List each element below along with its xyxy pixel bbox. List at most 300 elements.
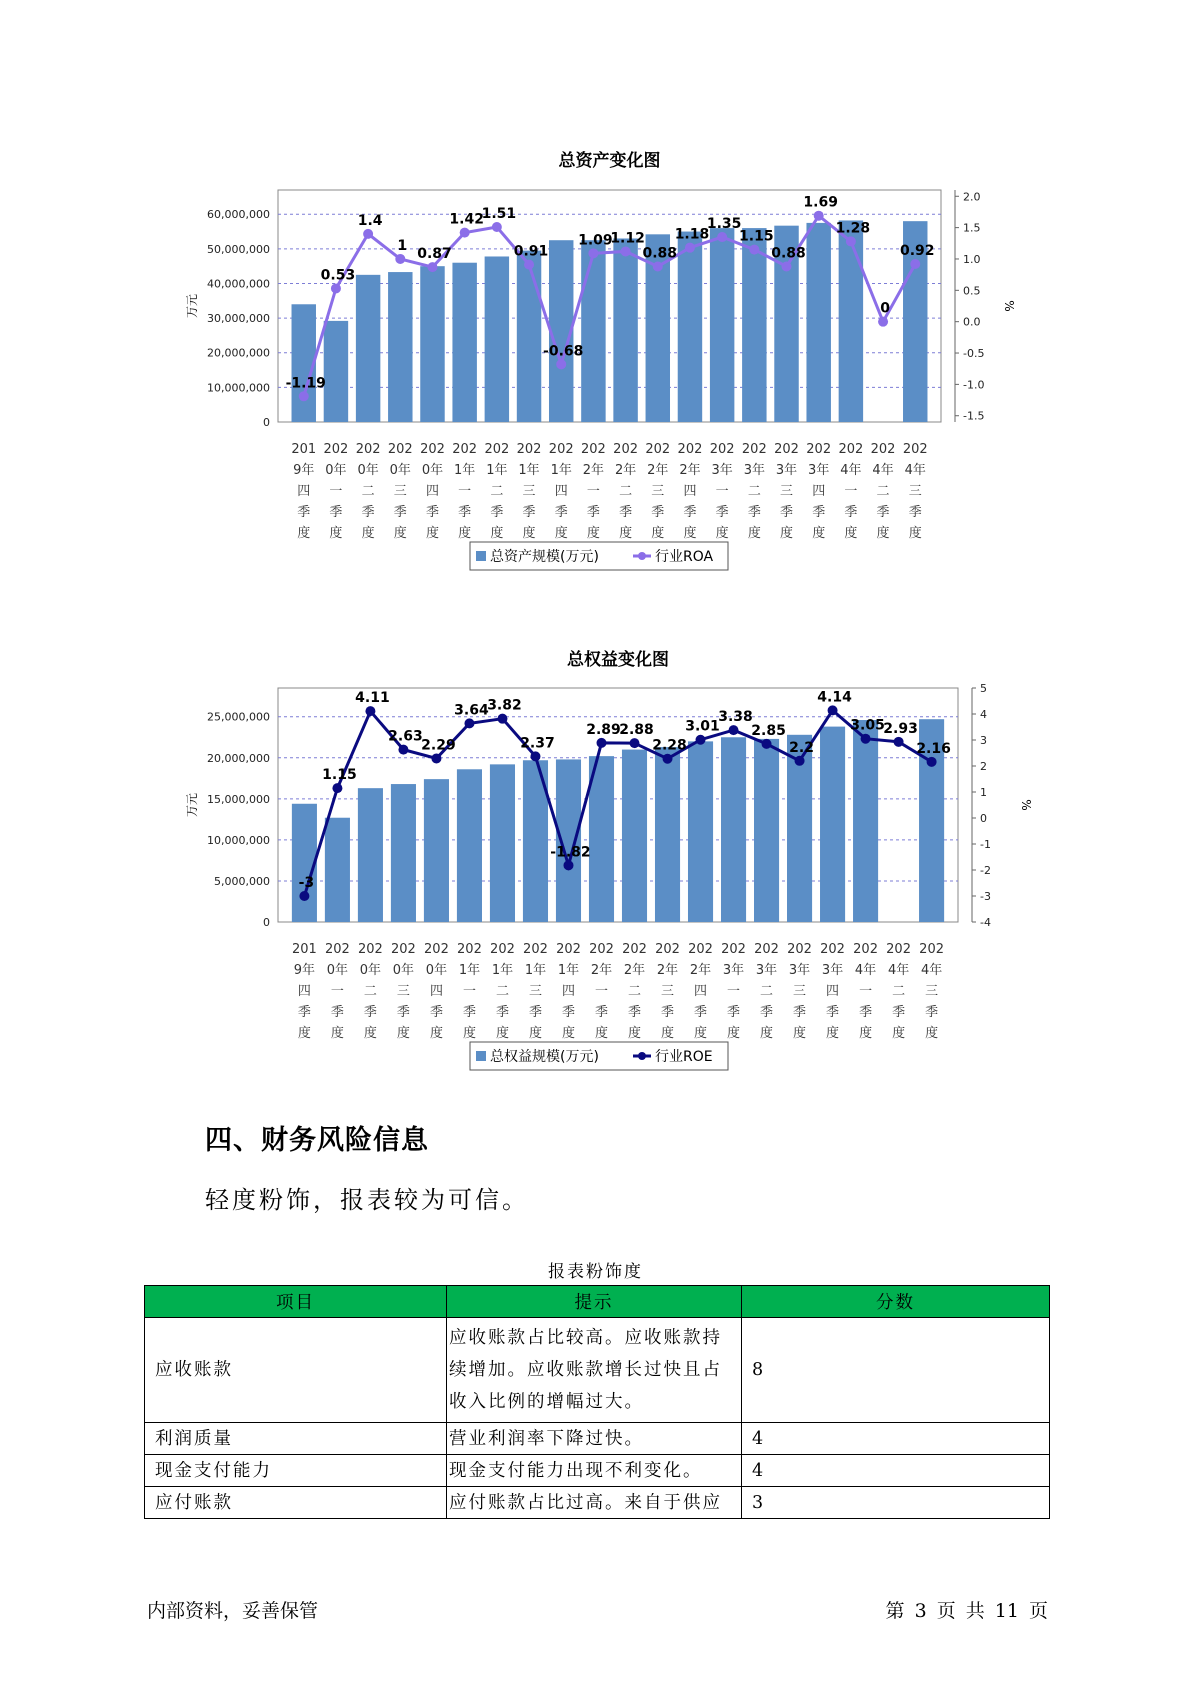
line-point bbox=[460, 228, 470, 238]
x-tick-label: 季 bbox=[760, 1005, 774, 1020]
x-tick-label: 3年 bbox=[711, 463, 733, 478]
x-tick-label: 度 bbox=[528, 1026, 542, 1041]
bar bbox=[613, 238, 637, 422]
y-tick-label: 40,000,000 bbox=[207, 277, 270, 291]
data-label: 2.16 bbox=[916, 740, 951, 757]
x-tick-label: 202 bbox=[919, 942, 945, 957]
line-point bbox=[331, 283, 341, 293]
table-header-row bbox=[145, 1286, 1050, 1318]
x-tick-label: 度 bbox=[522, 526, 536, 541]
x-tick-label: 四 bbox=[683, 484, 697, 499]
x-tick-label: 0年 bbox=[359, 963, 382, 978]
x-tick-label: 202 bbox=[622, 942, 647, 957]
line-point bbox=[363, 229, 373, 239]
row-hint: 营业利润率下降过快。 bbox=[447, 1423, 742, 1455]
x-tick-label: 202 bbox=[484, 442, 510, 457]
x-tick-label: 度 bbox=[826, 1026, 840, 1041]
line-point bbox=[464, 718, 474, 728]
bar bbox=[420, 266, 444, 422]
x-tick-label: 2年 bbox=[623, 963, 646, 978]
table-row bbox=[145, 1455, 1050, 1487]
x-tick-label: 季 bbox=[561, 1005, 575, 1020]
data-label: 3.64 bbox=[454, 702, 489, 719]
line-point bbox=[497, 714, 507, 724]
x-tick-label: 4年 bbox=[920, 963, 943, 978]
x-tick-label: 202 bbox=[754, 942, 779, 957]
bar bbox=[490, 764, 515, 922]
legend-swatch-bar bbox=[476, 1051, 486, 1061]
y-tick-label: 20,000,000 bbox=[207, 346, 270, 360]
x-tick-label: 202 bbox=[645, 442, 671, 457]
x-tick-label: 3年 bbox=[788, 963, 811, 978]
data-label: 2.88 bbox=[619, 722, 654, 739]
chart-title: 总权益变化图 bbox=[567, 650, 669, 670]
y2-tick-label: 2 bbox=[980, 760, 987, 773]
x-tick-label: 三 bbox=[522, 484, 536, 499]
x-tick-label: 202 bbox=[556, 942, 581, 957]
x-tick-label: 度 bbox=[892, 1026, 906, 1041]
line-point bbox=[663, 754, 673, 764]
header-hint: 提示 bbox=[447, 1286, 742, 1318]
y2-tick-label: 1.5 bbox=[963, 221, 981, 235]
x-tick-label: 度 bbox=[727, 1026, 741, 1041]
row-item: 利润质量 bbox=[145, 1423, 447, 1455]
chart-title: 总资产变化图 bbox=[558, 151, 661, 171]
x-tick-label: 一 bbox=[715, 484, 729, 499]
x-tick-label: 季 bbox=[490, 505, 504, 520]
line-point bbox=[332, 783, 342, 793]
data-label: 1.69 bbox=[803, 194, 838, 211]
line-point bbox=[395, 254, 405, 264]
x-tick-label: 3年 bbox=[722, 963, 745, 978]
x-tick-label: 一 bbox=[462, 984, 476, 999]
y-axis-label: 万元 bbox=[185, 792, 199, 818]
table-caption: 报表粉饰度 bbox=[548, 1262, 643, 1282]
x-tick-label: 度 bbox=[747, 526, 761, 541]
bar bbox=[655, 747, 680, 922]
data-label: 2.2 bbox=[789, 739, 814, 756]
x-tick-label: 2年 bbox=[614, 463, 637, 478]
x-tick-label: 2年 bbox=[582, 463, 605, 478]
y2-tick-label: 0 bbox=[980, 812, 987, 825]
x-tick-label: 度 bbox=[793, 1026, 807, 1041]
x-tick-label: 0年 bbox=[357, 463, 379, 478]
row-hint: 应收账款占比较高。应收账款持续增加。应收账款增长过快且占收入比例的增幅过大。 bbox=[447, 1318, 742, 1423]
x-tick-label: 202 bbox=[886, 942, 911, 957]
x-tick-label: 9年 bbox=[293, 963, 316, 978]
x-tick-label: 度 bbox=[297, 526, 311, 541]
line-point bbox=[814, 211, 824, 221]
x-tick-label: 1年 bbox=[557, 963, 580, 978]
line-point bbox=[927, 757, 937, 767]
x-tick-label: 202 bbox=[424, 942, 449, 957]
x-tick-label: 一 bbox=[330, 984, 344, 999]
x-tick-label: 度 bbox=[694, 1026, 708, 1041]
x-tick-label: 度 bbox=[760, 1026, 774, 1041]
y2-tick-label: 5 bbox=[980, 682, 987, 695]
data-label: 2.85 bbox=[751, 722, 786, 739]
x-tick-label: 季 bbox=[859, 1005, 873, 1020]
x-tick-label: 季 bbox=[619, 505, 633, 520]
header-score: 分数 bbox=[742, 1286, 1050, 1318]
line-point bbox=[749, 245, 759, 255]
x-tick-label: 9年 bbox=[293, 463, 315, 478]
x-tick-label: 度 bbox=[561, 1026, 575, 1041]
total-equity-chart-svg bbox=[0, 640, 1191, 1095]
data-label: 3.05 bbox=[850, 717, 885, 734]
x-tick-label: 季 bbox=[876, 505, 890, 520]
data-label: 2.37 bbox=[520, 735, 555, 752]
x-tick-label: 季 bbox=[727, 1005, 741, 1020]
x-tick-label: 四 bbox=[826, 984, 840, 999]
row-score: 3 bbox=[742, 1487, 1050, 1519]
data-label: 1 bbox=[397, 237, 408, 254]
x-tick-label: 3年 bbox=[755, 963, 778, 978]
x-tick-label: 度 bbox=[627, 1026, 642, 1041]
data-label: 1.4 bbox=[357, 212, 383, 229]
x-tick-label: 季 bbox=[780, 505, 794, 520]
x-tick-label: 季 bbox=[793, 1005, 807, 1020]
footer-confidential: 内部资料，妥善保管 bbox=[147, 1600, 319, 1622]
line-point bbox=[653, 261, 663, 271]
bar bbox=[452, 263, 476, 422]
risk-table bbox=[144, 1285, 1050, 1519]
legend-label: 总权益规模(万元) bbox=[490, 1049, 599, 1065]
y-tick-label: 20,000,000 bbox=[207, 751, 270, 765]
line-point bbox=[910, 259, 920, 269]
x-tick-label: 度 bbox=[554, 526, 568, 541]
bar bbox=[853, 720, 878, 922]
x-tick-label: 季 bbox=[495, 1005, 509, 1020]
x-tick-label: 季 bbox=[627, 1005, 642, 1020]
x-tick-label: 1年 bbox=[524, 963, 547, 978]
x-tick-label: 202 bbox=[490, 942, 515, 957]
x-tick-label: 202 bbox=[516, 442, 542, 457]
table-row bbox=[145, 1318, 1050, 1423]
x-tick-label: 4年 bbox=[840, 463, 862, 478]
x-tick-label: 度 bbox=[812, 526, 826, 541]
x-tick-label: 202 bbox=[548, 442, 574, 457]
data-label: 3.82 bbox=[487, 697, 522, 714]
x-tick-label: 季 bbox=[297, 505, 311, 520]
x-tick-label: 二 bbox=[490, 484, 504, 499]
line-point bbox=[492, 222, 502, 232]
x-tick-label: 202 bbox=[355, 442, 381, 457]
x-tick-label: 三 bbox=[908, 484, 922, 499]
y2-axis-label: % bbox=[1002, 300, 1016, 312]
bar bbox=[485, 256, 509, 422]
line-point bbox=[696, 735, 706, 745]
x-tick-label: 度 bbox=[297, 1026, 311, 1041]
x-tick-label: 1年 bbox=[491, 963, 514, 978]
data-label: 1.28 bbox=[835, 220, 871, 237]
x-tick-label: 季 bbox=[425, 505, 439, 520]
bar bbox=[820, 727, 845, 922]
y-tick-label: 50,000,000 bbox=[207, 242, 270, 256]
line-point bbox=[861, 734, 871, 744]
x-tick-label: 度 bbox=[715, 526, 729, 541]
x-tick-label: 二 bbox=[892, 984, 906, 999]
x-tick-label: 二 bbox=[760, 984, 774, 999]
data-label: 2.93 bbox=[883, 720, 918, 737]
x-tick-label: 2年 bbox=[679, 463, 701, 478]
x-tick-label: 一 bbox=[586, 484, 600, 499]
data-label: 4.11 bbox=[355, 690, 390, 707]
x-tick-label: 季 bbox=[361, 505, 375, 520]
data-label: -1.82 bbox=[550, 844, 591, 861]
line-point bbox=[621, 246, 631, 256]
x-tick-label: 202 bbox=[523, 942, 548, 957]
x-tick-label: 4年 bbox=[872, 463, 894, 478]
x-tick-label: 度 bbox=[329, 526, 343, 541]
data-label: -0.68 bbox=[543, 343, 584, 360]
total-equity-chart bbox=[0, 640, 1191, 1095]
x-tick-label: 202 bbox=[741, 442, 767, 457]
x-tick-label: 2年 bbox=[689, 963, 712, 978]
y-axis-label: 万元 bbox=[185, 293, 199, 319]
bar bbox=[325, 818, 350, 922]
row-score: 4 bbox=[742, 1423, 1050, 1455]
data-label: 0.91 bbox=[513, 243, 549, 260]
line-point bbox=[828, 705, 838, 715]
x-tick-label: 度 bbox=[396, 1026, 410, 1041]
x-tick-label: 度 bbox=[458, 526, 472, 541]
x-tick-label: 202 bbox=[452, 442, 478, 457]
x-tick-label: 度 bbox=[683, 526, 697, 541]
bar bbox=[424, 779, 449, 922]
x-tick-label: 202 bbox=[820, 942, 845, 957]
bar bbox=[622, 750, 647, 922]
x-tick-label: 202 bbox=[387, 442, 413, 457]
y-tick-label: 25,000,000 bbox=[207, 710, 270, 724]
bar bbox=[678, 232, 702, 422]
line-point bbox=[729, 725, 739, 735]
legend-label: 行业ROE bbox=[655, 1049, 713, 1065]
line-point bbox=[878, 317, 888, 327]
line-point bbox=[299, 891, 309, 901]
row-hint: 现金支付能力出现不利变化。 bbox=[447, 1455, 742, 1487]
bar bbox=[688, 741, 713, 922]
y2-tick-label: -1.0 bbox=[963, 378, 985, 392]
x-tick-label: 202 bbox=[655, 942, 680, 957]
x-tick-label: 1年 bbox=[486, 463, 508, 478]
x-tick-label: 度 bbox=[425, 526, 439, 541]
data-label: 1.12 bbox=[610, 230, 645, 247]
y2-tick-label: -1 bbox=[980, 838, 991, 851]
x-tick-label: 二 bbox=[876, 484, 890, 499]
x-tick-label: 202 bbox=[806, 442, 832, 457]
x-tick-label: 季 bbox=[462, 1005, 476, 1020]
footer-page-number: 第 3 页 共 11 页 bbox=[885, 1600, 1048, 1622]
data-label: 0.53 bbox=[320, 267, 356, 284]
x-tick-label: 四 bbox=[429, 984, 443, 999]
x-tick-label: 季 bbox=[429, 1005, 443, 1020]
legend-label: 行业ROA bbox=[655, 549, 714, 565]
x-tick-label: 1年 bbox=[550, 463, 572, 478]
y2-tick-label: -2 bbox=[980, 864, 991, 877]
line-point bbox=[299, 391, 309, 401]
x-tick-label: 一 bbox=[329, 484, 343, 499]
row-item: 应付账款 bbox=[145, 1487, 447, 1519]
x-tick-label: 季 bbox=[908, 505, 922, 520]
x-tick-label: 0年 bbox=[389, 463, 411, 478]
data-label: 1.15 bbox=[739, 228, 774, 245]
x-tick-label: 季 bbox=[458, 505, 472, 520]
row-score: 8 bbox=[742, 1318, 1050, 1423]
x-tick-label: 202 bbox=[838, 442, 864, 457]
x-tick-label: 202 bbox=[677, 442, 703, 457]
x-tick-label: 度 bbox=[619, 526, 633, 541]
data-label: 0.92 bbox=[899, 242, 935, 259]
x-tick-label: 度 bbox=[490, 526, 504, 541]
x-tick-label: 0年 bbox=[392, 963, 415, 978]
bar bbox=[742, 228, 766, 422]
line-point bbox=[795, 756, 805, 766]
x-tick-label: 度 bbox=[594, 1026, 609, 1041]
x-tick-label: 度 bbox=[908, 526, 922, 541]
x-tick-label: 度 bbox=[393, 526, 407, 541]
x-tick-label: 季 bbox=[393, 505, 407, 520]
y2-tick-label: 0.0 bbox=[963, 315, 981, 329]
x-tick-label: 度 bbox=[429, 1026, 443, 1041]
line-point bbox=[596, 738, 606, 748]
row-score: 4 bbox=[742, 1455, 1050, 1487]
x-tick-label: 0年 bbox=[325, 463, 347, 478]
line-point bbox=[685, 243, 695, 253]
y-tick-label: 60,000,000 bbox=[207, 208, 270, 222]
x-tick-label: 202 bbox=[325, 942, 350, 957]
bar bbox=[388, 272, 412, 422]
line-point bbox=[365, 706, 375, 716]
x-tick-label: 度 bbox=[844, 526, 858, 541]
x-tick-label: 一 bbox=[859, 984, 873, 999]
data-label: 2.28 bbox=[652, 737, 687, 754]
data-label: -3 bbox=[298, 875, 315, 891]
x-tick-label: 二 bbox=[619, 484, 633, 499]
legend-swatch-point bbox=[638, 1052, 646, 1060]
x-tick-label: 202 bbox=[391, 942, 416, 957]
x-tick-label: 3年 bbox=[743, 463, 765, 478]
y2-tick-label: 4 bbox=[980, 708, 987, 721]
bar bbox=[356, 275, 380, 422]
x-tick-label: 四 bbox=[297, 984, 311, 999]
x-tick-label: 4年 bbox=[887, 963, 910, 978]
data-label: 4.14 bbox=[817, 689, 852, 706]
table-row bbox=[145, 1487, 1050, 1519]
x-tick-label: 度 bbox=[495, 1026, 509, 1041]
x-tick-label: 三 bbox=[780, 484, 794, 499]
x-tick-label: 一 bbox=[458, 484, 472, 499]
line-point bbox=[563, 860, 573, 870]
data-label: 0.87 bbox=[417, 246, 452, 263]
line-point bbox=[524, 260, 534, 270]
x-tick-label: 二 bbox=[627, 984, 642, 999]
total-assets-chart bbox=[0, 140, 1191, 600]
legend-swatch-point bbox=[638, 552, 646, 560]
x-tick-label: 季 bbox=[554, 505, 568, 520]
x-tick-label: 202 bbox=[613, 442, 639, 457]
x-tick-label: 2年 bbox=[647, 463, 669, 478]
x-tick-label: 3年 bbox=[821, 963, 844, 978]
header-item: 项目 bbox=[145, 1286, 447, 1318]
x-tick-label: 季 bbox=[330, 1005, 344, 1020]
x-tick-label: 度 bbox=[780, 526, 794, 541]
x-tick-label: 202 bbox=[721, 942, 746, 957]
x-tick-label: 202 bbox=[580, 442, 606, 457]
x-tick-label: 度 bbox=[651, 526, 665, 541]
x-tick-label: 201 bbox=[291, 442, 317, 457]
y-tick-label: 30,000,000 bbox=[207, 312, 270, 326]
x-tick-label: 度 bbox=[876, 526, 890, 541]
y2-tick-label: 3 bbox=[980, 734, 987, 747]
line-point bbox=[717, 232, 727, 242]
x-tick-label: 202 bbox=[787, 942, 812, 957]
x-tick-label: 1年 bbox=[518, 463, 540, 478]
x-tick-label: 4年 bbox=[904, 463, 926, 478]
x-tick-label: 四 bbox=[694, 984, 708, 999]
x-tick-label: 季 bbox=[694, 1005, 708, 1020]
x-tick-label: 201 bbox=[291, 942, 317, 957]
x-tick-label: 二 bbox=[495, 984, 509, 999]
line-point bbox=[630, 738, 640, 748]
legend-swatch-bar bbox=[476, 551, 486, 561]
x-tick-label: 季 bbox=[715, 505, 729, 520]
x-tick-label: 季 bbox=[363, 1005, 377, 1020]
data-label: 2.89 bbox=[586, 721, 621, 738]
y-tick-label: 5,000,000 bbox=[214, 874, 270, 888]
x-tick-label: 2年 bbox=[590, 963, 613, 978]
x-tick-label: 0年 bbox=[326, 963, 349, 978]
row-hint: 应付账款占比过高。来自于供应 bbox=[447, 1487, 742, 1519]
x-tick-label: 度 bbox=[330, 1026, 344, 1041]
x-tick-label: 季 bbox=[925, 1005, 939, 1020]
x-tick-label: 1年 bbox=[454, 463, 476, 478]
x-tick-label: 四 bbox=[554, 484, 568, 499]
line-point bbox=[398, 745, 408, 755]
row-item: 应收账款 bbox=[145, 1318, 447, 1423]
bar bbox=[457, 769, 482, 922]
data-label: 0.88 bbox=[642, 245, 678, 262]
x-tick-label: 季 bbox=[522, 505, 536, 520]
x-tick-label: 202 bbox=[358, 942, 383, 957]
x-tick-label: 度 bbox=[661, 1026, 675, 1041]
bar bbox=[754, 739, 779, 922]
x-tick-label: 季 bbox=[586, 505, 600, 520]
data-label: 1.42 bbox=[449, 211, 484, 228]
data-label: 2.29 bbox=[421, 737, 456, 754]
x-tick-label: 季 bbox=[297, 1005, 311, 1020]
line-point bbox=[588, 248, 598, 258]
x-tick-label: 二 bbox=[361, 484, 375, 499]
x-tick-label: 度 bbox=[361, 526, 375, 541]
x-tick-label: 季 bbox=[651, 505, 665, 520]
x-tick-label: 三 bbox=[528, 984, 542, 999]
x-tick-label: 202 bbox=[902, 442, 928, 457]
bar bbox=[391, 784, 416, 922]
y2-tick-label: -0.5 bbox=[963, 347, 985, 361]
x-tick-label: 三 bbox=[793, 984, 807, 999]
data-label: 2.63 bbox=[388, 728, 423, 745]
line-point bbox=[846, 236, 856, 246]
bar bbox=[324, 321, 348, 422]
bar bbox=[721, 737, 746, 922]
x-tick-label: 202 bbox=[323, 442, 349, 457]
data-label: 1.35 bbox=[706, 216, 742, 233]
bar bbox=[806, 223, 830, 422]
x-tick-label: 1年 bbox=[458, 963, 481, 978]
x-tick-label: 三 bbox=[925, 984, 939, 999]
x-tick-label: 202 bbox=[589, 942, 614, 957]
